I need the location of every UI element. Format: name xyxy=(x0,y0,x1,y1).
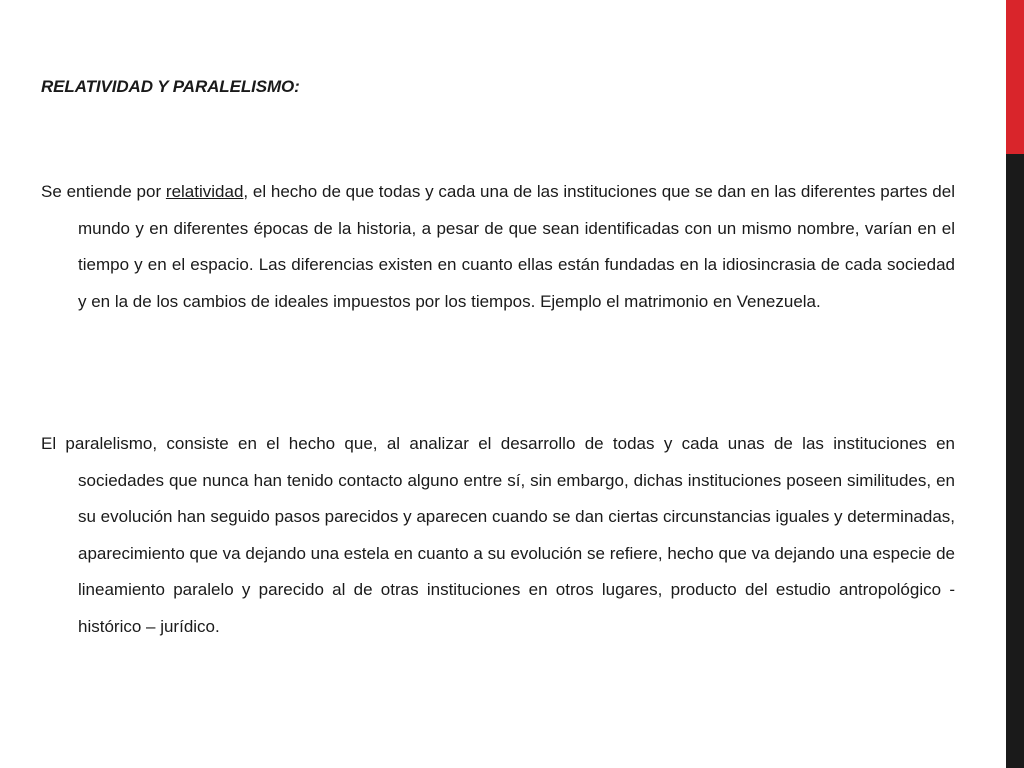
paragraph-relatividad-intro: Se entiende por xyxy=(41,182,166,201)
side-accent-bar-red xyxy=(1006,0,1024,154)
relatividad-term: relatividad xyxy=(165,182,244,201)
paragraph-relatividad-body: , el hecho de que todas y cada una de las instituciones que se dan en las diferentes partes del mundo y en diferentes épocas de la historia, a pesar de que sean identificadas con un mismo nombre, varían en el tiempo y en el espacio. Las diferencias existen en cuanto ellas están fundadas en la idiosincrasia de cada sociedad y en la de los cambios de ideales impuestos por los tiempos. Ejemplo el matrimonio en Venezuela. xyxy=(78,182,955,311)
side-accent-bar-black xyxy=(1006,154,1024,768)
paragraph-relatividad xyxy=(41,174,955,320)
side-accent-bar xyxy=(1006,0,1024,768)
paragraph-paralelismo: El paralelismo, consiste en el hecho que, al analizar el desarrollo de todas y cada unas de las instituciones en sociedades que nunca han tenido contacto alguno entre sí, sin embargo, dichas instituciones poseen similitudes, en su evolución han seguido pasos parecidos y aparecen cuando se dan ciertas circunstancias iguales y determinadas, aparecimiento que va dejando una estela en cuanto a su evolución se refiere, hecho que va dejando una especie de lineamiento paralelo y parecido al de otras instituciones en otros lugares, producto del estudio antropológico - histórico – jurídico. xyxy=(41,434,955,636)
slide-title: RELATIVIDAD Y PARALELISMO: xyxy=(41,77,300,96)
